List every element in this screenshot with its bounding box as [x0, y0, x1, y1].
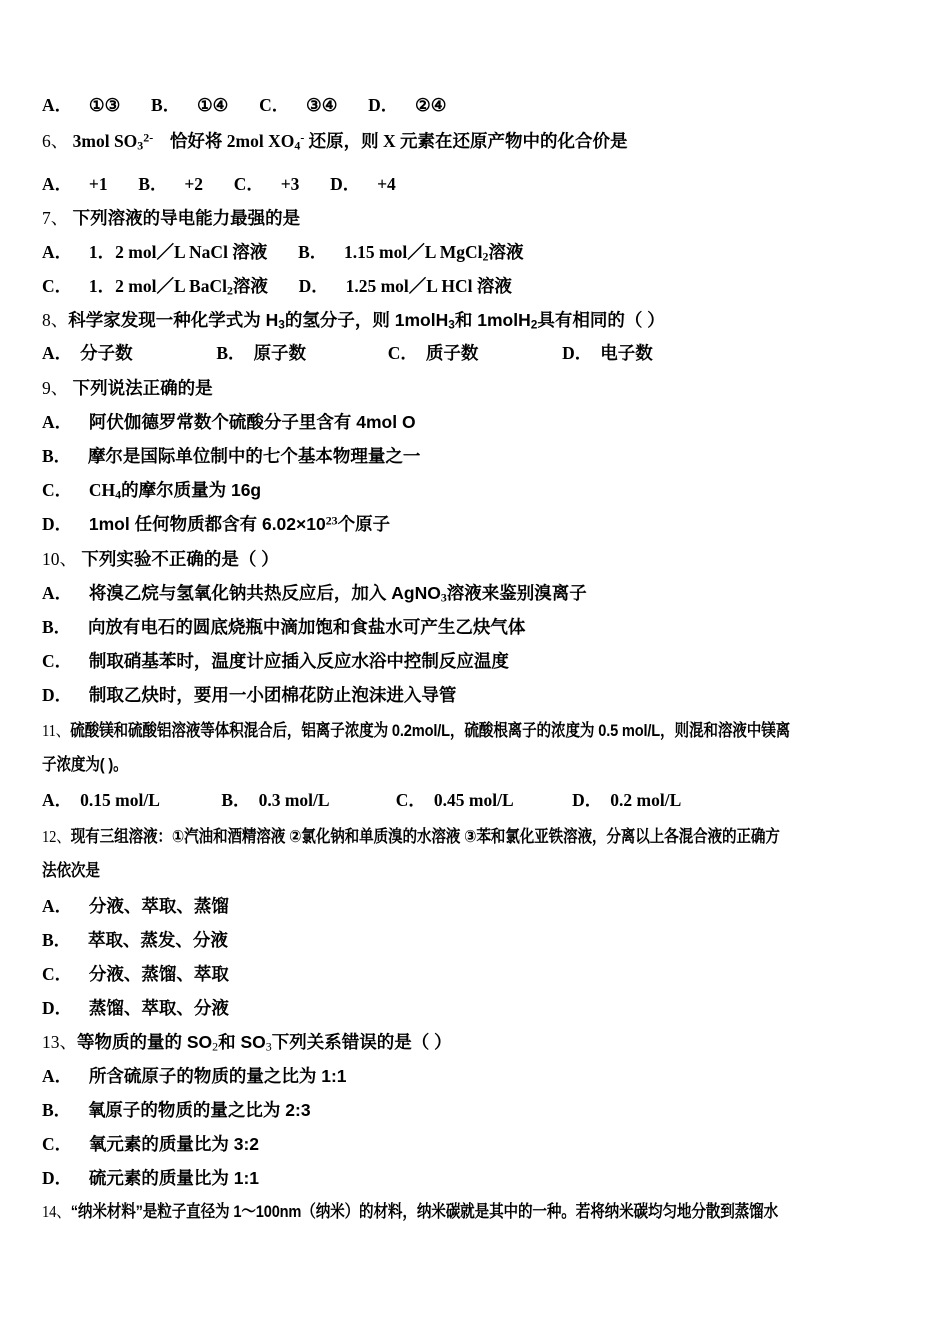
- question-13-option-d: [42, 1168, 922, 1188]
- option-a-text-pre: 将溴乙烷与氢氧化钠共热反应后，加入 AgNO: [88, 583, 441, 603]
- option-d-group: [562, 343, 653, 363]
- question-9-option-b: [42, 446, 922, 466]
- option-c-label: C．: [42, 276, 73, 296]
- option-b-text: ①④: [196, 95, 229, 115]
- question-6-stem: [42, 131, 922, 151]
- option-c-text: +3: [280, 174, 300, 194]
- question-14-number: 14、: [42, 1202, 71, 1221]
- question-13-number: 13、: [42, 1032, 77, 1052]
- q13-sub-2: 3: [265, 1039, 272, 1054]
- question-10-stem: [42, 549, 922, 569]
- option-c-label: C．: [387, 343, 418, 363]
- option-d-superscript: 23: [325, 513, 338, 528]
- option-d-text: 硫元素的质量比为 1:1: [88, 1168, 260, 1188]
- option-a-label: A．: [42, 174, 73, 194]
- question-13-stem: [42, 1032, 922, 1052]
- option-a-label: A．: [42, 896, 73, 916]
- q6-sub-1: 3: [137, 138, 144, 153]
- question-5-options-row: [42, 95, 922, 115]
- option-b-group: [221, 790, 391, 810]
- question-6-options-row: [42, 174, 922, 194]
- q8-stem-post: 具有相同的（ ）: [537, 310, 665, 330]
- option-d-label: D．: [42, 1168, 73, 1188]
- option-b-text: 向放有电石的圆底烧瓶中滴加饱和食盐水可产生乙炔气体: [87, 617, 526, 637]
- option-b-text: 0.3 mol/L: [258, 790, 330, 810]
- option-a-label: A．: [42, 242, 73, 262]
- option-d-text: 0.2 mol/L: [610, 790, 682, 810]
- option-a-label: A．: [42, 412, 73, 432]
- option-a-label: A．: [42, 95, 73, 115]
- option-c-label: C．: [259, 95, 290, 115]
- option-a-label: A．: [42, 1066, 73, 1086]
- option-d-label: D．: [368, 95, 399, 115]
- q8-stem-mid2: 和 1molH: [454, 310, 531, 330]
- q8-stem-mid: 的氢分子，则 1molH: [284, 310, 449, 330]
- option-c-group: [396, 790, 568, 810]
- option-c-subscript: 2: [226, 283, 233, 298]
- option-a-text: 分液、萃取、蒸馏: [88, 896, 229, 916]
- question-8-stem: [42, 310, 922, 330]
- q13-sub-1: 2: [212, 1039, 219, 1054]
- question-9-option-d: [42, 514, 922, 534]
- option-d-label: D．: [562, 343, 593, 363]
- option-d-text: 1.25 mol／L HCl 溶液: [345, 276, 512, 296]
- option-d-label: D．: [42, 998, 73, 1018]
- q12-stem-line2: 法依次是: [42, 861, 100, 880]
- q6-stem-part1: 3mol SO: [72, 131, 138, 151]
- option-b-label: B．: [298, 242, 328, 262]
- question-6-number: 6、: [42, 131, 69, 151]
- q6-sup-1: 2: [143, 130, 150, 145]
- option-a-text: 1．2 mol／L NaCl 溶液: [88, 242, 268, 262]
- q11-stem-line1: 硫酸镁和硫酸铝溶液等体积混合后，铝离子浓度为 0.2mol/L，硫酸根离子的浓度为 0.5 mol/L，则混和溶液中镁离: [70, 721, 791, 740]
- question-8-options-row: [42, 343, 922, 363]
- option-d-group: [572, 790, 681, 810]
- option-b-text: 摩尔是国际单位制中的七个基本物理量之一: [87, 446, 421, 466]
- option-a-group: [42, 343, 212, 363]
- question-11-options-row: [42, 790, 922, 810]
- question-8-number: 8、: [42, 310, 69, 330]
- option-b-label: B．: [138, 174, 168, 194]
- option-a-text: 0.15 mol/L: [80, 790, 160, 810]
- question-10-option-d: [42, 685, 922, 705]
- option-b-label: B．: [42, 446, 72, 466]
- option-c-label: C．: [395, 790, 426, 810]
- option-a-text: +1: [88, 174, 108, 194]
- question-9-option-a: [42, 412, 922, 432]
- option-d-label: D．: [42, 685, 73, 705]
- q13-stem-mid: 和 SO: [218, 1032, 266, 1052]
- option-a-text: 阿伏伽德罗常数个硫酸分子里含有 4mol O: [88, 412, 416, 432]
- question-9-option-c: [42, 480, 922, 500]
- q8-sub-3: 2: [530, 317, 538, 332]
- q8-sub-2: 3: [448, 317, 455, 332]
- q14-stem-line1: “纳米材料”是粒子直径为 1～100nm（纳米）的材料，纳米碳就是其中的一种。若将纳米碳均匀地分散到蒸馏水: [70, 1202, 779, 1221]
- q6-stem-part2: 恰好将 2mol XO: [169, 131, 295, 151]
- question-12-stem-line-1: [42, 827, 936, 847]
- option-d-text-post: 个原子: [337, 514, 391, 534]
- option-b-text: 萃取、蒸发、分液: [87, 930, 228, 950]
- q7-stem-text: 下列溶液的导电能力最强的是: [72, 208, 301, 228]
- option-d-text: 制取乙炔时，要用一小团棉花防止泡沫进入导管: [88, 685, 457, 705]
- question-10-option-b: [42, 617, 922, 637]
- question-13-option-b: [42, 1100, 922, 1120]
- option-c-text: 0.45 mol/L: [433, 790, 514, 810]
- q8-sub-1: 3: [278, 317, 285, 332]
- option-d-text: ②④: [415, 95, 447, 115]
- option-b-label: B．: [42, 617, 72, 637]
- option-a-label: A．: [42, 343, 73, 363]
- question-7-stem: [42, 208, 922, 228]
- option-b-label: B．: [42, 930, 72, 950]
- question-14-stem-line-1: [42, 1202, 945, 1222]
- q13-stem-pre: 等物质的量的 SO: [77, 1032, 213, 1052]
- q9-stem-text: 下列说法正确的是: [72, 378, 213, 398]
- question-7-options-row-1: [42, 242, 922, 262]
- question-12-option-d: [42, 998, 922, 1018]
- option-d-text: +4: [377, 174, 396, 194]
- question-10-number: 10、: [42, 549, 77, 569]
- option-c-text: 制取硝基苯时，温度计应插入反应水浴中控制反应温度: [88, 651, 509, 671]
- option-c-text: 质子数: [425, 343, 479, 363]
- option-b-label: B．: [151, 95, 181, 115]
- option-d-text: 电子数: [600, 343, 653, 363]
- option-c-text-post: 的摩尔质量为 16g: [121, 480, 262, 500]
- option-a-label: A．: [42, 583, 73, 603]
- option-d-label: D．: [42, 514, 73, 534]
- q12-stem-line1: 现有三组溶液：①汽油和酒精溶液 ②氯化钠和单质溴的水溶液 ③苯和氯化亚铁溶液，分离以上各混合液的正确方: [70, 827, 780, 846]
- option-c-text: ③④: [306, 95, 338, 115]
- question-10-option-c: [42, 651, 922, 671]
- option-d-text-pre: 1mol 任何物质都含有 6.02×10: [88, 514, 326, 534]
- question-11-number: 11、: [42, 721, 71, 740]
- q6-sub-2: 4: [294, 138, 301, 153]
- option-a-text: 所含硫原子的物质的量之比为 1:1: [88, 1066, 347, 1086]
- option-c-label: C．: [42, 964, 73, 984]
- option-b-text: 氧原子的物质的量之比为 2:3: [87, 1100, 311, 1120]
- question-12-option-b: [42, 930, 922, 950]
- question-13-option-c: [42, 1134, 922, 1154]
- option-c-label: C．: [42, 1134, 73, 1154]
- question-12-option-c: [42, 964, 922, 984]
- q10-stem-text: 下列实验不正确的是（ ）: [81, 549, 279, 569]
- option-b-subscript: 2: [482, 249, 489, 264]
- option-a-text: ①③: [88, 95, 121, 115]
- question-11-stem-line-1: [42, 721, 928, 741]
- option-c-label: C．: [42, 480, 73, 500]
- option-a-text: 分子数: [80, 343, 133, 363]
- question-7-number: 7、: [42, 208, 69, 228]
- option-a-text-post: 溶液来鉴别溴离子: [446, 583, 587, 603]
- option-b-text-post: 溶液: [488, 242, 524, 262]
- question-11-stem-line-2: [42, 755, 928, 775]
- option-a-subscript: 3: [440, 590, 447, 605]
- question-10-option-a: [42, 583, 922, 603]
- option-a-group: [42, 790, 217, 810]
- q11-stem-line2: 子浓度为( )。: [42, 755, 128, 774]
- question-7-options-row-2: [42, 276, 922, 296]
- option-b-label: B．: [221, 790, 251, 810]
- option-b-group: [216, 343, 383, 363]
- q6-stem-part3: 还原，则 X 元素在还原产物中的化合价是: [308, 131, 628, 151]
- option-d-label: D．: [298, 276, 329, 296]
- option-c-text-pre: 1．2 mol／L BaCl: [88, 276, 227, 296]
- option-b-text: +2: [184, 174, 204, 194]
- question-13-option-a: [42, 1066, 922, 1086]
- option-c-text: 分液、蒸馏、萃取: [88, 964, 229, 984]
- option-b-label: B．: [42, 1100, 72, 1120]
- option-a-label: A．: [42, 790, 73, 810]
- option-d-label: D．: [572, 790, 603, 810]
- option-c-text: 氧元素的质量比为 3:2: [88, 1134, 260, 1154]
- q8-stem-pre: 科学家发现一种化学式为 H: [68, 310, 279, 330]
- option-d-label: D．: [330, 174, 361, 194]
- option-b-label: B．: [216, 343, 246, 363]
- option-d-text: 蒸馏、萃取、分液: [88, 998, 229, 1018]
- question-12-stem-line-2: [42, 861, 936, 881]
- question-9-stem: [42, 378, 922, 398]
- q6-sup-1b: -: [149, 130, 154, 145]
- option-c-subscript: 4: [115, 487, 122, 502]
- option-c-label: C．: [42, 651, 73, 671]
- option-c-text-pre: CH: [88, 480, 116, 500]
- q6-sup-2: -: [300, 130, 305, 145]
- question-12-option-a: [42, 896, 922, 916]
- option-b-text-pre: 1.15 mol／L MgCl: [344, 242, 483, 262]
- question-9-number: 9、: [42, 378, 69, 398]
- option-b-text: 原子数: [253, 343, 307, 363]
- option-c-text-post: 溶液: [232, 276, 268, 296]
- option-c-group: [388, 343, 558, 363]
- question-12-number: 12、: [42, 827, 71, 846]
- option-c-label: C．: [233, 174, 264, 194]
- q13-stem-post: 下列关系错误的是（ ）: [271, 1032, 452, 1052]
